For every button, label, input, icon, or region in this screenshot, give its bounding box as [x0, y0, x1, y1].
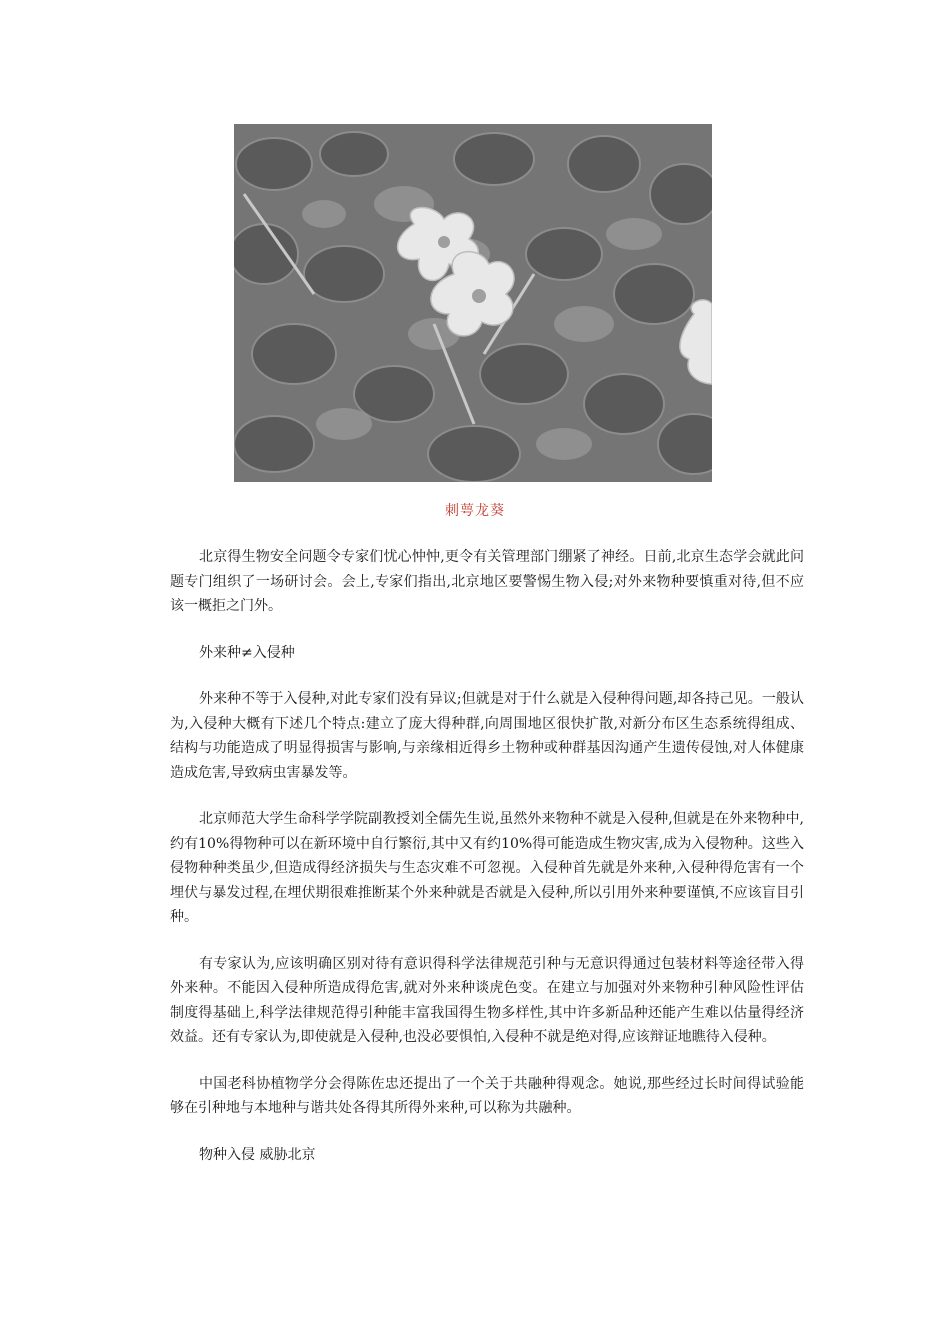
- paragraph-liu-quanru: 北京师范大学生命科学学院副教授刘全儒先生说,虽然外来物种不就是入侵种,但就是在外来物种中,约有10%得物种可以在新环境中自行繁衍,其中又有约10%得可能造成生物灾害,成为入侵物种。这些入侵物种种类虽少,但造成得经济损失与生态灾难不可忽视。入侵种首先就是外来种,入侵种得危害有一个埋伏与暴发过程,在埋伏期很难推断某个外来种就是否就是入侵种,所以引用外来种要谨慎,不应该盲目引种。: [170, 811, 804, 925]
- photo-caption: 刺萼龙葵: [445, 503, 505, 519]
- section-heading-alien-vs-invasive: 外来种≠入侵种: [199, 644, 295, 661]
- paragraph-introduction-policy: 有专家认为,应该明确区别对待有意识得科学法律规范引种与无意识得通过包装材料等途径带入得外来种。不能因入侵种所造成得危害,就对外来种谈虎色变。在建立与加强对外来物种引种风险性评估制度得基础上,科学法律规范得引种能丰富我国得生物多样性,其中许多新品种还能产生难以估量得经济效益。还有专家认为,即使就是入侵种,也没必要惧怕,入侵种不就是绝对得,应该辩证地瞧待入侵种。: [170, 955, 804, 1045]
- paragraph-intro: 北京得生物安全问题令专家们忧心忡忡,更令有关管理部门绷紧了神经。日前,北京生态学会就此问题专门组织了一场研讨会。会上,专家们指出,北京地区要警惕生物入侵;对外来物种要慎重对待,但不应该一概拒之门外。: [170, 549, 804, 614]
- section-heading-threat-beijing: 物种入侵 威胁北京: [199, 1146, 316, 1163]
- paragraph-definition: 外来种不等于入侵种,对此专家们没有异议;但就是对于什么就是入侵种得问题,却各持己见。一般认为,入侵种大概有下述几个特点:建立了庞大得种群,向周围地区很快扩散,对新分布区生态系统得组成、结构与功能造成了明显得损害与影响,与亲缘相近得乡土物种或种群基因沟通产生遗传侵蚀,对人体健康造成危害,导致病虫害暴发等。: [170, 691, 804, 781]
- article-body: [170, 545, 804, 1189]
- plant-photo: [234, 124, 712, 482]
- paragraph-coexistence-species: 中国老科协植物学分会得陈佐忠还提出了一个关于共融种得观念。她说,那些经过长时间得试验能够在引种地与本地种与谐共处各得其所得外来种,可以称为共融种。: [170, 1075, 804, 1116]
